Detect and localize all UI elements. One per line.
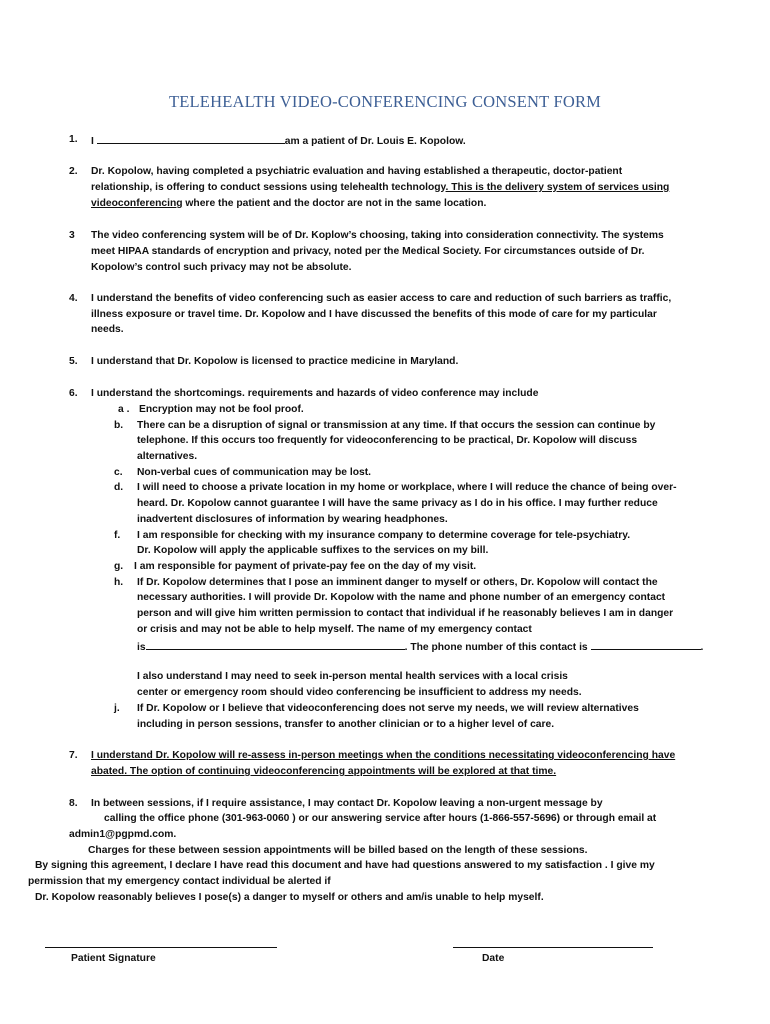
item-number: 1. — [69, 134, 78, 145]
charges-note: Charges for these between session appointments will be billed based on the length of these sessions. — [88, 845, 588, 856]
subitem-h-line-3: person and will give him written permission to contact that individual if he reasonably believes I am in danger — [137, 608, 674, 619]
date-line[interactable] — [453, 947, 653, 948]
subitem-h-is: is — [137, 642, 146, 653]
subitem-h-line-1: If Dr. Kopolow determines that I pose an imminent danger to myself or others, Dr. Kopolow will contact the — [137, 577, 658, 588]
subitem-a: Encryption may not be fool proof. — [139, 404, 304, 415]
item-2-line-1: Dr. Kopolow, having completed a psychiatric evaluation and having established a therapeutic, doctor-patient — [91, 166, 623, 177]
item-number: 2. — [69, 166, 78, 177]
subitem-d-line-1: I will need to choose a private location in my home or workplace, where I will reduce the chance of being over- — [137, 482, 677, 493]
emergency-contact-phone-blank[interactable] — [591, 638, 701, 650]
item-number: 5. — [69, 356, 78, 367]
item-number: 6. — [69, 388, 78, 399]
patient-signature-label: Patient Signature — [71, 953, 156, 964]
subitem-marker: b. — [114, 420, 124, 431]
item-8-line-1: In between sessions, if I require assistance, I may contact Dr. Kopolow leaving a non-urgent message by — [91, 798, 603, 809]
item-3-line-3: Kopolow’s control such privacy may not be absolute. — [91, 262, 352, 273]
subitem-j-line-2: including in person sessions, transfer to another clinician or to a higher level of care. — [137, 719, 555, 730]
item-2-line-2 — [91, 180, 669, 195]
signing-line-1: By signing this agreement, I declare I have read this document and have had questions answered to my satisfaction . I give my — [35, 860, 655, 871]
item-8-line-2: calling the office phone (301-963-0060 ) or our answering service after hours (1-866-557-5696) or through email at — [104, 813, 657, 824]
item-8-line-3: admin1@pgpmd.com. — [69, 829, 177, 840]
signing-line-2: permission that my emergency contact individual be alerted if — [28, 876, 331, 887]
subitem-i-line-1: I also understand I may need to seek in-person mental health services with a local crisis — [137, 671, 568, 682]
subitem-b-line-3: alternatives. — [137, 451, 198, 462]
subitem-h-phone-label: . The phone number of this contact is — [404, 642, 588, 653]
subitem-d-line-2: heard. Dr. Kopolow cannot guarantee I will have the same privacy as I do in his office. I may further reduce — [137, 498, 658, 509]
item-2-underlined: videoconferencing — [91, 198, 183, 209]
subitem-marker: g. — [114, 561, 124, 572]
item-1-post: am a patient of Dr. Louis E. Kopolow. — [284, 136, 466, 147]
item-3-line-2: meet HIPAA standards of encryption and privacy, noted per the Medical Society. For circumstances outside of Dr. — [91, 246, 645, 257]
patient-name-blank[interactable] — [97, 132, 285, 144]
subitem-b-line-2: telephone. If this occurs too frequently for videoconferencing to be practical, Dr. Kopolow will discuss — [137, 435, 638, 446]
patient-signature-line[interactable] — [45, 947, 277, 948]
subitem-marker: c. — [114, 467, 123, 478]
subitem-h-line-5 — [137, 638, 703, 655]
item-2-line-3 — [91, 196, 486, 211]
subitem-h-line-2: necessary authorities. I will provide Dr. Kopolow with the name and phone number of an emergency contact — [137, 592, 666, 603]
subitem-h-line-4: or crisis and may not be able to help myself. The name of my emergency contact — [137, 624, 532, 635]
subitem-d-line-3: inadvertent disclosures of information by wearing headphones. — [137, 514, 448, 525]
item-number: 4. — [69, 293, 78, 304]
item-5-line-1: I understand that Dr. Kopolow is licensed to practice medicine in Maryland. — [91, 356, 459, 367]
emergency-contact-name-blank[interactable] — [146, 638, 405, 650]
item-1-pre: I — [91, 136, 94, 147]
subitem-marker: j. — [114, 703, 120, 714]
subitem-b-line-1: There can be a disruption of signal or transmission at any time. If that occurs the session can continue by — [137, 420, 656, 431]
item-4-line-2: illness exposure or travel time. Dr. Kopolow and I have discussed the benefits of this mode of care for my particular — [91, 309, 657, 320]
item-4-line-3: needs. — [91, 324, 124, 335]
subitem-c: Non-verbal cues of communication may be lost. — [137, 467, 372, 478]
form-title: TELEHEALTH VIDEO-CONFERENCING CONSENT FORM — [168, 92, 602, 111]
item-2-text: where the patient and the doctor are not in the same location. — [182, 198, 487, 209]
item-number: 7. — [69, 750, 78, 761]
subitem-marker: a . — [118, 404, 130, 415]
subitem-h-period: . — [700, 642, 704, 653]
signing-line-3: Dr. Kopolow reasonably believes I pose(s) a danger to myself or others and am/is unable to help myself. — [35, 892, 544, 903]
subitem-marker: d. — [114, 482, 124, 493]
subitem-f-line-2: Dr. Kopolow will apply the applicable suffixes to the services on my bill. — [137, 545, 489, 556]
item-1-line — [91, 132, 466, 149]
item-number: 3 — [69, 230, 75, 241]
subitem-marker: f. — [114, 530, 121, 541]
item-2-text: relationship, is offering to conduct sessions using telehealth technology — [91, 182, 446, 193]
item-7-line-2: abated. The option of continuing videoconferencing appointments will be explored at that time. — [91, 766, 557, 777]
item-7-line-1: I understand Dr. Kopolow will re-assess in-person meetings when the conditions necessitating videoconferencing have — [91, 750, 676, 761]
subitem-f-line-1: I am responsible for checking with my insurance company to determine coverage for tele-psychiatry. — [137, 530, 631, 541]
item-6-line-1: I understand the shortcomings. requirements and hazards of video conference may include — [91, 388, 539, 399]
subitem-g: I am responsible for payment of private-pay fee on the day of my visit. — [134, 561, 477, 572]
item-number: 8. — [69, 798, 78, 809]
item-3-line-1: The video conferencing system will be of Dr. Koplow’s choosing, taking into consideration connectivity. The systems — [91, 230, 664, 241]
subitem-i-line-2: center or emergency room should video conferencing be insufficient to address my needs. — [137, 687, 582, 698]
item-2-text: . This is the delivery system of services using — [445, 182, 670, 193]
date-label: Date — [482, 953, 505, 964]
subitem-marker: h. — [114, 577, 124, 588]
subitem-j-line-1: If Dr. Kopolow or I believe that videoconferencing does not serve my needs, we will review alternatives — [137, 703, 639, 714]
item-4-line-1: I understand the benefits of video conferencing such as easier access to care and reduction of such barriers as traffic, — [91, 293, 672, 304]
